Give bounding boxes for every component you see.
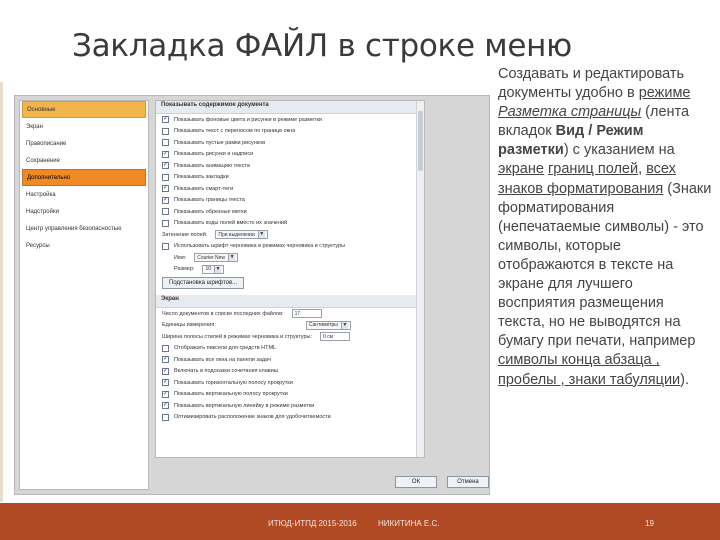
option-row[interactable] <box>156 354 424 366</box>
sidebar-item[interactable]: Дополнительно <box>22 169 146 186</box>
scrollbar-thumb[interactable] <box>418 111 423 171</box>
chevron-down-icon: ▼ <box>215 265 221 272</box>
shading-select[interactable] <box>215 230 267 239</box>
checkbox-checked[interactable]: ✓ <box>163 196 169 203</box>
sidebar-item[interactable]: Экран <box>26 123 43 130</box>
style-width-label: Ширина полосы стилей в режимах черновика и структуры: <box>162 333 313 340</box>
option-row[interactable] <box>156 366 424 378</box>
section-header-display: Экран <box>156 295 424 308</box>
body-text-part: , <box>638 161 647 178</box>
option-row[interactable] <box>156 160 424 172</box>
checkbox[interactable] <box>162 174 169 181</box>
option-label: Включать в подсказки сочетания клавиш <box>174 368 279 375</box>
font-size-value: 10 <box>205 266 211 273</box>
option-row[interactable] <box>156 195 424 207</box>
option-row[interactable] <box>156 218 424 230</box>
panel-scrollbar[interactable] <box>416 101 424 457</box>
style-width-field[interactable]: 0 см <box>320 332 350 341</box>
option-label: Показывать вертикальную линейку в режиме разметки <box>174 402 315 409</box>
units-select[interactable] <box>306 321 351 330</box>
slide-title: Закладка ФАЙЛ в строке меню <box>72 28 572 64</box>
font-name-label: Имя: <box>174 254 187 261</box>
option-row[interactable] <box>156 114 424 126</box>
page-number: 19 <box>645 519 654 528</box>
word-options-dialog <box>14 95 490 495</box>
accent-bar <box>0 82 3 502</box>
font-size-row <box>156 264 424 276</box>
shading-row <box>156 229 424 241</box>
body-text-part: режиме <box>638 85 691 102</box>
footer-author: НИКИТИНА Е.С. <box>378 519 440 528</box>
shading-value: При выделении <box>218 231 255 238</box>
sidebar-item[interactable]: Ресурсы <box>26 242 50 249</box>
font-substitution-button[interactable]: Подстановка шрифтов... <box>162 277 244 289</box>
option-label: Показывать фоновые цвета и рисунки в режиме разметки <box>174 116 322 123</box>
option-label: Показывать границы текста <box>174 197 245 204</box>
font-name-row <box>156 252 424 264</box>
checkbox-checked[interactable]: ✓ <box>163 367 169 374</box>
checkbox[interactable] <box>162 220 169 227</box>
option-label: Показывать пустые рамки рисунков <box>174 139 266 146</box>
units-row <box>156 320 424 332</box>
dialog-buttons <box>395 476 489 488</box>
checkbox-checked[interactable]: ✓ <box>163 150 169 157</box>
draft-font-label: Использовать шрифт черновика в режимах черновика и структуры <box>174 243 346 250</box>
option-label: Показывать все окна на панели задач <box>174 356 271 363</box>
body-text-part: (Знаки форматирования (непечатаемые символы) - это символы, которые отображаются в тексте на экране для лучшего восприятия размещения текста, но не выводятся на бумагу при печати, например <box>498 180 712 350</box>
option-row[interactable] <box>156 377 424 389</box>
cancel-button[interactable]: Отмена <box>447 476 489 488</box>
checkbox[interactable] <box>162 128 169 135</box>
units-label: Единицы измерения: <box>162 322 216 329</box>
option-label: Показывать вертикальную полосу прокрутки <box>174 391 288 398</box>
checkbox-checked[interactable]: ✓ <box>163 116 169 123</box>
checkbox[interactable] <box>162 208 169 215</box>
chevron-down-icon: ▼ <box>259 231 265 238</box>
checkbox-checked[interactable]: ✓ <box>163 390 169 397</box>
option-row[interactable] <box>156 400 424 412</box>
font-subst-row <box>156 275 424 291</box>
sidebar-item[interactable]: Надстройки <box>26 208 59 215</box>
checkbox-checked[interactable]: ✓ <box>163 379 169 386</box>
option-label: Оптимизировать расположение знаков для удобочитаемости <box>174 414 331 421</box>
checkbox[interactable] <box>162 414 169 421</box>
checkbox-checked[interactable]: ✓ <box>163 402 169 409</box>
font-size-select[interactable] <box>202 265 224 274</box>
checkbox-checked[interactable]: ✓ <box>163 185 169 192</box>
checkbox-checked[interactable]: ✓ <box>163 356 169 363</box>
section-header-show-content: Показывать содержимое документа <box>156 101 424 114</box>
units-value: Сантиметры <box>308 322 338 329</box>
option-label: Показывать коды полей вместо их значений <box>174 220 288 227</box>
shading-label: Затенение полей: <box>162 231 208 238</box>
option-label: Показывать рисунки и надписи <box>174 151 254 158</box>
option-label: Показывать смарт-теги <box>174 185 234 192</box>
checkbox[interactable] <box>162 345 169 352</box>
body-text-part: ). <box>680 371 690 388</box>
body-text-part: всех знаков форматирования <box>498 161 676 197</box>
option-row[interactable] <box>156 343 424 355</box>
option-row[interactable] <box>156 137 424 149</box>
body-text-part: экране <box>498 161 544 178</box>
body-text-part: (лента вкладок <box>498 104 690 140</box>
option-row[interactable] <box>156 183 424 195</box>
sidebar-item[interactable]: Основные <box>22 101 146 118</box>
body-text-part: Создавать и редактировать документы удобно в <box>498 66 685 102</box>
slide-footer <box>0 503 720 540</box>
chevron-down-icon: ▼ <box>229 254 235 261</box>
body-text-part: Разметка страницы <box>498 104 642 121</box>
ok-button[interactable]: ОК <box>395 476 437 488</box>
option-row[interactable] <box>156 389 424 401</box>
option-row[interactable] <box>156 206 424 218</box>
option-label: Показывать анимацию текста <box>174 162 250 169</box>
checkbox[interactable] <box>162 139 169 146</box>
option-row[interactable] <box>156 412 424 424</box>
body-text-part: ) с указанием на <box>563 142 675 159</box>
recent-docs-label: Число документов в списке последних файлов: <box>162 310 284 317</box>
sidebar-item[interactable]: Настройка <box>26 191 56 198</box>
font-size-label: Размер: <box>174 266 195 273</box>
body-text-part: границ полей <box>547 161 639 178</box>
draft-font-row[interactable] <box>156 241 424 253</box>
option-row[interactable] <box>156 149 424 161</box>
footer-course: ИТЮД-ИТПД 2015-2016 <box>268 519 357 528</box>
option-label: Показывать закладки <box>174 174 229 181</box>
chevron-down-icon: ▼ <box>342 321 348 328</box>
recent-docs-row <box>156 308 424 320</box>
body-text-part: символы конца абзаца , пробелы , знаки табуляции <box>498 352 681 388</box>
sidebar-item[interactable]: Сохранение <box>26 157 60 164</box>
option-label: Отображать пиксели для средств HTML <box>174 345 277 352</box>
options-panel <box>155 100 425 458</box>
style-width-row <box>156 331 424 343</box>
option-label: Показывать текст с переносом по границе окна <box>174 128 296 135</box>
option-label: Показывать горизонтальную полосу прокрутки <box>174 379 293 386</box>
font-name-select[interactable] <box>194 253 238 262</box>
checkbox-checked[interactable]: ✓ <box>163 162 169 169</box>
option-row[interactable] <box>156 126 424 138</box>
options-sidebar <box>19 100 149 490</box>
option-row[interactable] <box>156 172 424 184</box>
font-name-value: Courier New <box>197 254 226 261</box>
sidebar-item[interactable]: Правописание <box>26 140 67 147</box>
sidebar-item[interactable]: Центр управления безопасностью <box>26 225 122 232</box>
checkbox[interactable] <box>162 243 169 250</box>
body-text-part: Вид / Режим разметки <box>498 123 644 159</box>
option-label: Показывать обрезные метки <box>174 208 247 215</box>
slide-body-text <box>498 65 713 390</box>
recent-docs-field[interactable]: 17 <box>292 309 322 318</box>
